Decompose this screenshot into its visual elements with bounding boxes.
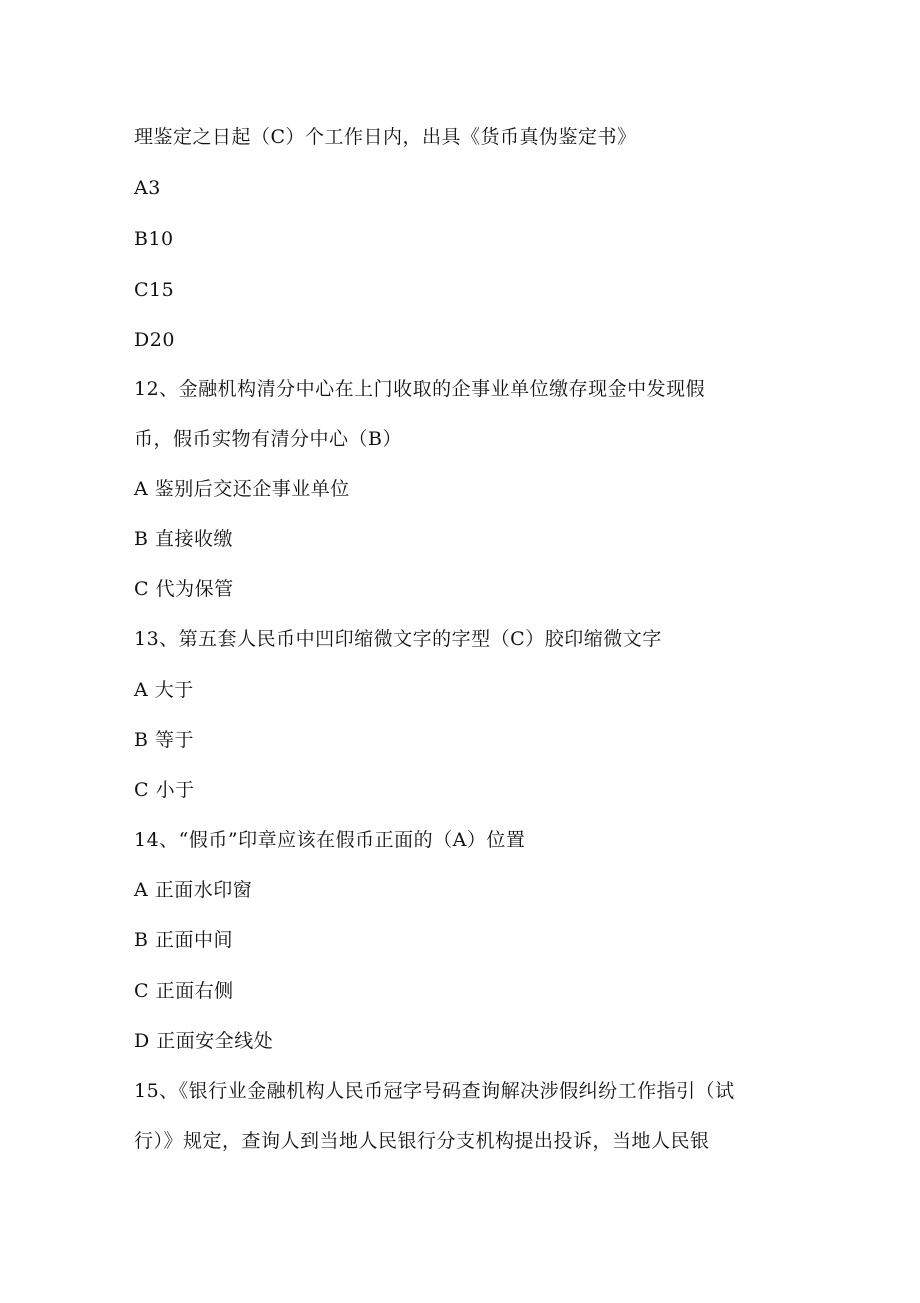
question-11-continuation: 理鉴定之日起（C）个工作日内，出具《货币真伪鉴定书》 [134,126,637,148]
option-a: A 鉴别后交还企事业单位 [134,478,350,500]
option-a: A 正面水印窗 [134,879,253,901]
question-12-line-2: 币，假币实物有清分中心（B） [134,428,402,450]
question-12-line-1: 12、金融机构清分中心在上门收取的企事业单位缴存现金中发现假 [134,378,706,400]
option-b: B 正面中间 [134,929,234,951]
question-15-line-1: 15、《银行业金融机构人民币冠字号码查询解决涉假纠纷工作指引（试 [134,1080,735,1102]
option-d: D 正面安全线处 [134,1030,274,1052]
option-c: C 小于 [134,779,195,801]
option-a: A 大于 [134,679,194,701]
option-a: A3 [134,177,161,199]
question-15-line-2: 行）》规定，查询人到当地人民银行分支机构提出投诉，当地人民银 [134,1130,710,1152]
option-c: C 代为保管 [134,578,234,600]
question-13: 13、第五套人民币中凹印缩微文字的字型（C）胶印缩微文字 [134,628,662,650]
option-b: B10 [134,228,174,250]
option-d: D20 [134,329,175,351]
option-b: B 直接收缴 [134,528,234,550]
question-14: 14、“假币”印章应该在假币正面的（A）位置 [134,829,526,851]
option-b: B 等于 [134,729,195,751]
option-c: C 正面右侧 [134,980,234,1002]
option-c: C15 [134,279,175,301]
